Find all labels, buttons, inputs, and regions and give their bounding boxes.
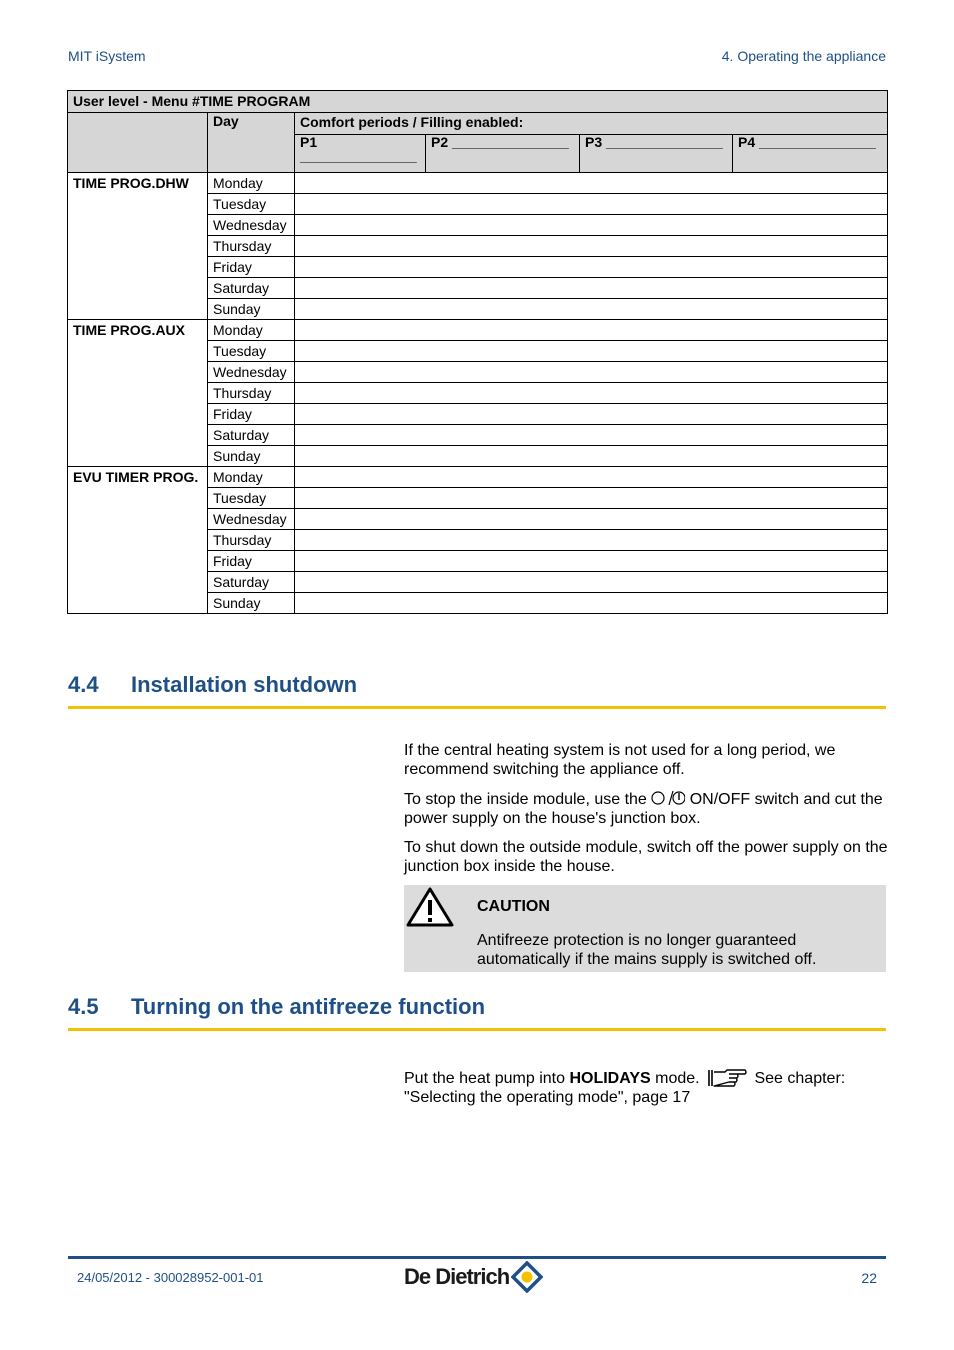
caution-text: Antifreeze protection is no longer guaranteed automatically if the mains supply is switched off. — [477, 932, 817, 968]
p1-label: P1 — [300, 134, 318, 150]
table-corner-cell — [68, 113, 208, 173]
p1-header — [295, 135, 426, 173]
day-cell: Monday — [208, 467, 295, 488]
p3-header: P3 _______________ — [580, 135, 733, 173]
section-4-5-heading — [68, 994, 886, 1031]
brand-name: De Dietrich — [404, 1264, 510, 1289]
de-dietrich-logo-icon — [511, 1261, 543, 1293]
p1-blank: _______________ — [300, 148, 417, 164]
antifreeze-paragraph — [404, 1067, 888, 1107]
shutdown-paragraph-1: If the central heating system is not used for a long period, we recommend switching the appliance off. — [404, 742, 836, 778]
comfort-period-entry — [295, 404, 888, 425]
comfort-period-entry — [295, 236, 888, 257]
comfort-period-entry — [295, 509, 888, 530]
antifreeze-text-mode: mode. — [655, 1070, 700, 1087]
program-group-label: EVU TIMER PROG. — [68, 467, 208, 614]
table-row — [68, 467, 888, 488]
day-cell: Sunday — [208, 446, 295, 467]
day-cell: Saturday — [208, 278, 295, 299]
comfort-header: Comfort periods / Filling enabled: — [295, 113, 888, 135]
p2-header: P2 _______________ — [426, 135, 580, 173]
day-cell: Sunday — [208, 299, 295, 320]
table-row — [68, 173, 888, 194]
comfort-period-entry — [295, 425, 888, 446]
time-program-table — [67, 90, 888, 614]
comfort-period-entry — [295, 320, 888, 341]
day-header: Day — [208, 113, 295, 173]
comfort-period-entry — [295, 362, 888, 383]
comfort-period-entry — [295, 194, 888, 215]
day-cell: Thursday — [208, 383, 295, 404]
day-cell: Saturday — [208, 425, 295, 446]
comfort-period-entry — [295, 341, 888, 362]
program-group-label: TIME PROG.DHW — [68, 173, 208, 320]
p4-header: P4 _______________ — [733, 135, 888, 173]
day-cell: Thursday — [208, 236, 295, 257]
header-chapter: 4. Operating the appliance — [721, 48, 886, 64]
caution-box — [404, 885, 886, 972]
comfort-period-entry — [295, 488, 888, 509]
pointing-hand-icon — [707, 1067, 747, 1087]
caution-title: CAUTION — [477, 898, 550, 915]
comfort-period-entry — [295, 572, 888, 593]
section-4-4-title: Installation shutdown — [131, 672, 358, 697]
program-group-label: TIME PROG.AUX — [68, 320, 208, 467]
antifreeze-text-before: Put the heat pump into — [404, 1070, 565, 1087]
caution-triangle-icon — [406, 887, 454, 927]
day-cell: Wednesday — [208, 509, 295, 530]
footer-date-ref: 24/05/2012 - 300028952-001-01 — [77, 1270, 264, 1285]
comfort-period-entry — [295, 257, 888, 278]
shutdown-paragraph-2 — [404, 790, 888, 828]
day-cell: Tuesday — [208, 341, 295, 362]
day-cell: Wednesday — [208, 215, 295, 236]
day-cell: Monday — [208, 173, 295, 194]
day-cell: Saturday — [208, 572, 295, 593]
comfort-period-entry — [295, 530, 888, 551]
table-row — [68, 320, 888, 341]
antifreeze-text-see: See chapter: — [754, 1070, 846, 1087]
shutdown-p2-before: To stop the inside module, use the — [404, 791, 647, 808]
day-cell: Sunday — [208, 593, 295, 614]
comfort-period-entry — [295, 467, 888, 488]
day-cell: Wednesday — [208, 362, 295, 383]
day-cell: Friday — [208, 404, 295, 425]
shutdown-p2-after: ON/OFF switch and cut the power supply on the house's junction box. — [404, 791, 883, 827]
section-4-4-heading — [68, 672, 886, 709]
comfort-period-entry — [295, 383, 888, 404]
day-cell: Tuesday — [208, 194, 295, 215]
brand-logo — [404, 1260, 543, 1294]
footer-divider — [68, 1256, 886, 1259]
section-4-5-title: Turning on the antifreeze function — [131, 994, 486, 1019]
section-4-5-number: 4.5 — [68, 994, 99, 1019]
holidays-mode-label: HOLIDAYS — [569, 1070, 651, 1087]
comfort-period-entry — [295, 593, 888, 614]
table-title: User level - Menu #TIME PROGRAM — [68, 91, 888, 113]
comfort-period-entry — [295, 446, 888, 467]
day-cell: Monday — [208, 320, 295, 341]
day-cell: Tuesday — [208, 488, 295, 509]
day-cell: Thursday — [208, 530, 295, 551]
comfort-period-entry — [295, 173, 888, 194]
comfort-period-entry — [295, 215, 888, 236]
day-cell: Friday — [208, 551, 295, 572]
comfort-period-entry — [295, 551, 888, 572]
comfort-period-entry — [295, 278, 888, 299]
header-doc-title: MIT iSystem — [68, 48, 146, 64]
comfort-period-entry — [295, 299, 888, 320]
day-cell: Friday — [208, 257, 295, 278]
antifreeze-chapter-ref: "Selecting the operating mode", page 17 — [404, 1089, 691, 1106]
shutdown-paragraph-3: To shut down the outside module, switch off the power supply on the junction box inside the house. — [404, 839, 888, 875]
section-4-4-number: 4.4 — [68, 672, 99, 697]
power-on-off-icon — [651, 790, 685, 806]
footer-page-number: 22 — [861, 1270, 877, 1286]
